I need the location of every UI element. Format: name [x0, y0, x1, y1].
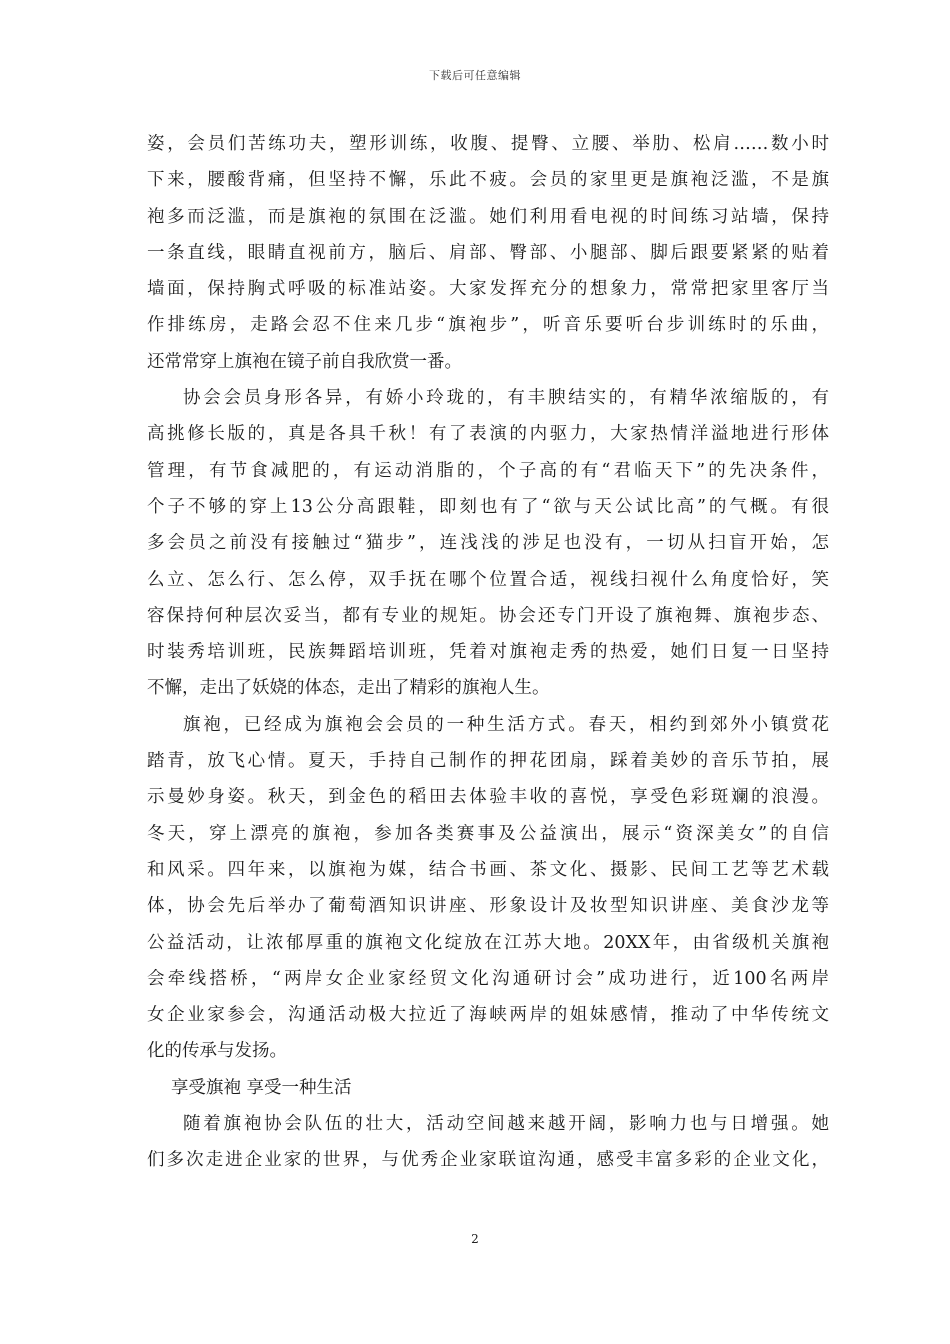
- text-line: 冬天，穿上漂亮的旗袍，参加各类赛事及公益演出，展示“资深美女”的自信: [147, 823, 829, 844]
- text-line: 墙面，保持胸式呼吸的标准站姿。大家发挥充分的想象力，常常把家里客厅当: [147, 279, 829, 300]
- text-line: 化的传承与发扬。: [147, 1041, 287, 1062]
- text-line: 作排练房，走路会忍不住来几步“旗袍步”，听音乐要听台步训练时的乐曲，: [147, 315, 829, 336]
- text-line: 个子不够的穿上13公分高跟鞋，即刻也有了“欲与天公试比高”的气概。有很: [147, 496, 829, 517]
- page-header: 下载后可任意编辑: [429, 69, 521, 82]
- text-line: 袍多而泛滥，而是旗袍的氛围在泛滥。她们利用看电视的时间练习站墙，保持: [147, 206, 829, 227]
- text-line: 旗袍，已经成为旗袍会会员的一种生活方式。春天，相约到郊外小镇赏花: [183, 714, 829, 735]
- text-line: 高挑修长版的，真是各具千秋！有了表演的内驱力，大家热情洋溢地进行形体: [147, 424, 829, 445]
- text-line: 随着旗袍协会队伍的壮大，活动空间越来越开阔，影响力也与日增强。她: [183, 1114, 829, 1135]
- text-line: 还常常穿上旗袍在镜子前自我欣赏一番。: [147, 351, 462, 372]
- text-line: 时装秀培训班，民族舞蹈培训班，凭着对旗袍走秀的热爱，她们日复一日坚持: [147, 642, 829, 663]
- text-line: 女企业家参会，沟通活动极大拉近了海峡两岸的姐妹感情，推动了中华传统文: [147, 1005, 829, 1026]
- paragraph-3: [147, 707, 829, 1070]
- text-line: 会牵线搭桥，“两岸女企业家经贸文化沟通研讨会”成功进行，近100名两岸: [147, 968, 829, 989]
- text-line: 公益活动，让浓郁厚重的旗袍文化绽放在江苏大地。20XX年，由省级机关旗袍: [147, 932, 829, 953]
- text-line: 一条直线，眼睛直视前方，脑后、肩部、臀部、小腿部、脚后跟要紧紧的贴着: [147, 242, 829, 263]
- page-number: 2: [471, 1232, 479, 1246]
- section-heading: 享受旗袍 享受一种生活: [171, 1077, 352, 1098]
- paragraph-4: [147, 1106, 829, 1179]
- text-line: 们多次走进企业家的世界，与优秀企业家联谊沟通，感受丰富多彩的企业文化，: [147, 1150, 829, 1171]
- text-line: 多会员之前没有接触过“猫步”，连浅浅的涉足也没有，一切从扫盲开始，怎: [147, 533, 829, 554]
- text-line: 不懈，走出了妖娆的体态，走出了精彩的旗袍人生。: [147, 678, 550, 699]
- text-line: 和风采。四年来，以旗袍为媒，结合书画、茶文化、摄影、民间工艺等艺术载: [147, 859, 829, 880]
- text-line: 姿，会员们苦练功夫，塑形训练，收腹、提臀、立腰、举肋、松肩……数小时: [147, 134, 829, 154]
- text-line: 么立、怎么行、怎么停，双手抚在哪个位置合适，视线扫视什么角度恰好，笑: [147, 569, 829, 590]
- paragraph-2: [147, 380, 829, 707]
- paragraph-1: [147, 126, 829, 380]
- text-line: 示曼妙身姿。秋天，到金色的稻田去体验丰收的喜悦，享受色彩斑斓的浪漫。: [147, 787, 829, 808]
- document-body: [147, 126, 829, 1179]
- text-line: 协会会员身形各异，有娇小玲珑的，有丰腴结实的，有精华浓缩版的，有: [183, 388, 829, 409]
- text-line: 管理，有节食减肥的，有运动消脂的，个子高的有“君临天下”的先决条件，: [147, 460, 829, 481]
- text-line: 容保持何种层次妥当，都有专业的规矩。协会还专门开设了旗袍舞、旗袍步态、: [147, 605, 829, 626]
- text-line: 体，协会先后举办了葡萄酒知识讲座、形象设计及妆型知识讲座、美食沙龙等: [147, 896, 829, 917]
- text-line: 踏青，放飞心情。夏天，手持自己制作的押花团扇，踩着美妙的音乐节拍，展: [147, 751, 829, 772]
- text-line: 下来，腰酸背痛，但坚持不懈，乐此不疲。会员的家里更是旗袍泛滥，不是旗: [147, 170, 829, 191]
